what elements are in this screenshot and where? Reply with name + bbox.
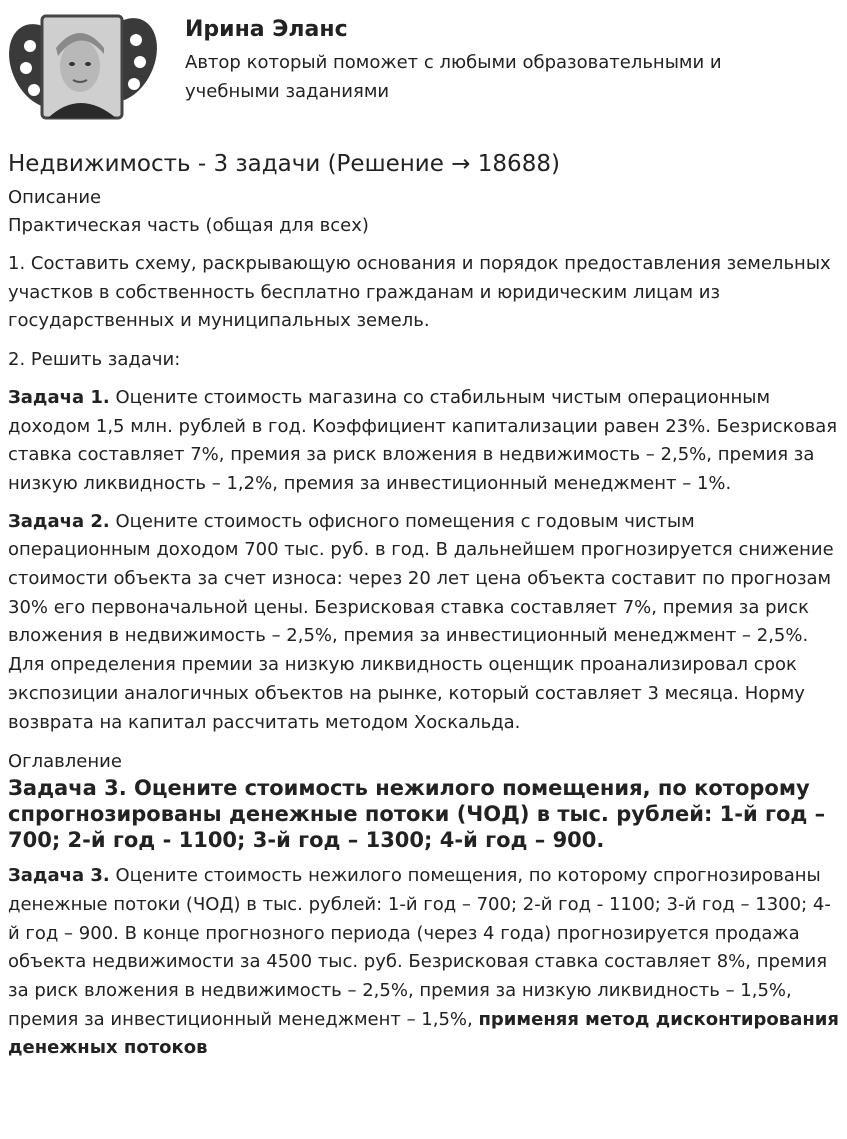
task-3-label: Задача 3. xyxy=(8,865,110,887)
main-content xyxy=(8,148,840,1063)
toc-item-task-3[interactable]: Задача 3. Оцените стоимость нежилого помещения, по которому спрогнозированы денежные потоки (ЧОД) в тыс. рублей: 1-й год – 700; 2-й год - 1100; 3-й год – 1300; 4-й год – 900. xyxy=(8,776,826,853)
task-2-text: Оцените стоимость офисного помещения с годовым чистым операционным доходом 700 тыс. руб. в год. В дальнейшем прогнозируется снижение стоимости объекта за счет износа: через 20 лет цена объекта составит по прогнозам 30% его первоначальной цены. Безрисковая ставка составляет 7%, премия за риск вложения в недвижимость – 2,5%, премия за инвестиционный менеджмент – 2,5%. Для определения премии за низкую ликвидность оценщик проанализировал срок экспозиции аналогичных объектов на рынке, который составляет 3 месяца. Норму возврата на капитал рассчитать методом Хоскальда. xyxy=(8,510,834,733)
item-1: 1. Составить схему, раскрывающую основания и порядок предоставления земельных участков в собственность бесплатно гражданам и юридическим лицам из государственных и муниципальных земель. xyxy=(8,253,831,332)
description-label: Описание xyxy=(8,187,102,208)
item-2: 2. Решить задачи: xyxy=(8,349,181,371)
page-title: Недвижимость - 3 задачи (Решение → 18688) xyxy=(8,151,560,177)
task-2 xyxy=(8,508,840,738)
task-1-label: Задача 1. xyxy=(8,386,110,408)
toc-label: Оглавление xyxy=(8,751,122,773)
practical-part-label: Практическая часть (общая для всех) xyxy=(8,215,369,236)
task-1-text: Оцените стоимость магазина со стабильным чистым операционным доходом 1,5 млн. рублей в год. Коэффициент капитализации равен 23%. Безрисковая ставка составляет 7%, премия за риск вложения в недвижимость – 2,5%, премия за низкую ликвидность – 1,2%, премия за инвестиционный менеджмент – 1%. xyxy=(8,386,838,494)
task-3 xyxy=(8,862,840,1063)
author-description: Автор который поможет с любыми образовательными и учебными заданиями xyxy=(185,52,722,102)
author-name: Ирина Эланс xyxy=(185,17,348,42)
task-1 xyxy=(8,384,840,499)
task-3-text: Оцените стоимость нежилого помещения, по которому спрогнозированы денежные потоки (ЧОД) в тыс. рублей: 1-й год – 700; 2-й год - 1100; 3-й год – 1300; 4-й год – 900. В конце прогнозного периода (через 4 года) прогнозируется продажа объекта недвижимости за 4500 тыс. руб. Безрисковая ставка составляет 8%, премия за риск вложения в недвижимость – 2,5%, премия за низкую ликвидность – 1,5%, премия за инвестиционный менеджмент – 1,5%, xyxy=(8,865,831,1030)
author-avatar xyxy=(8,8,158,126)
author-header xyxy=(8,8,838,128)
task-2-label: Задача 2. xyxy=(8,510,110,532)
task-3-tail: применяя метод дисконтирования денежных потоков xyxy=(8,1008,839,1059)
